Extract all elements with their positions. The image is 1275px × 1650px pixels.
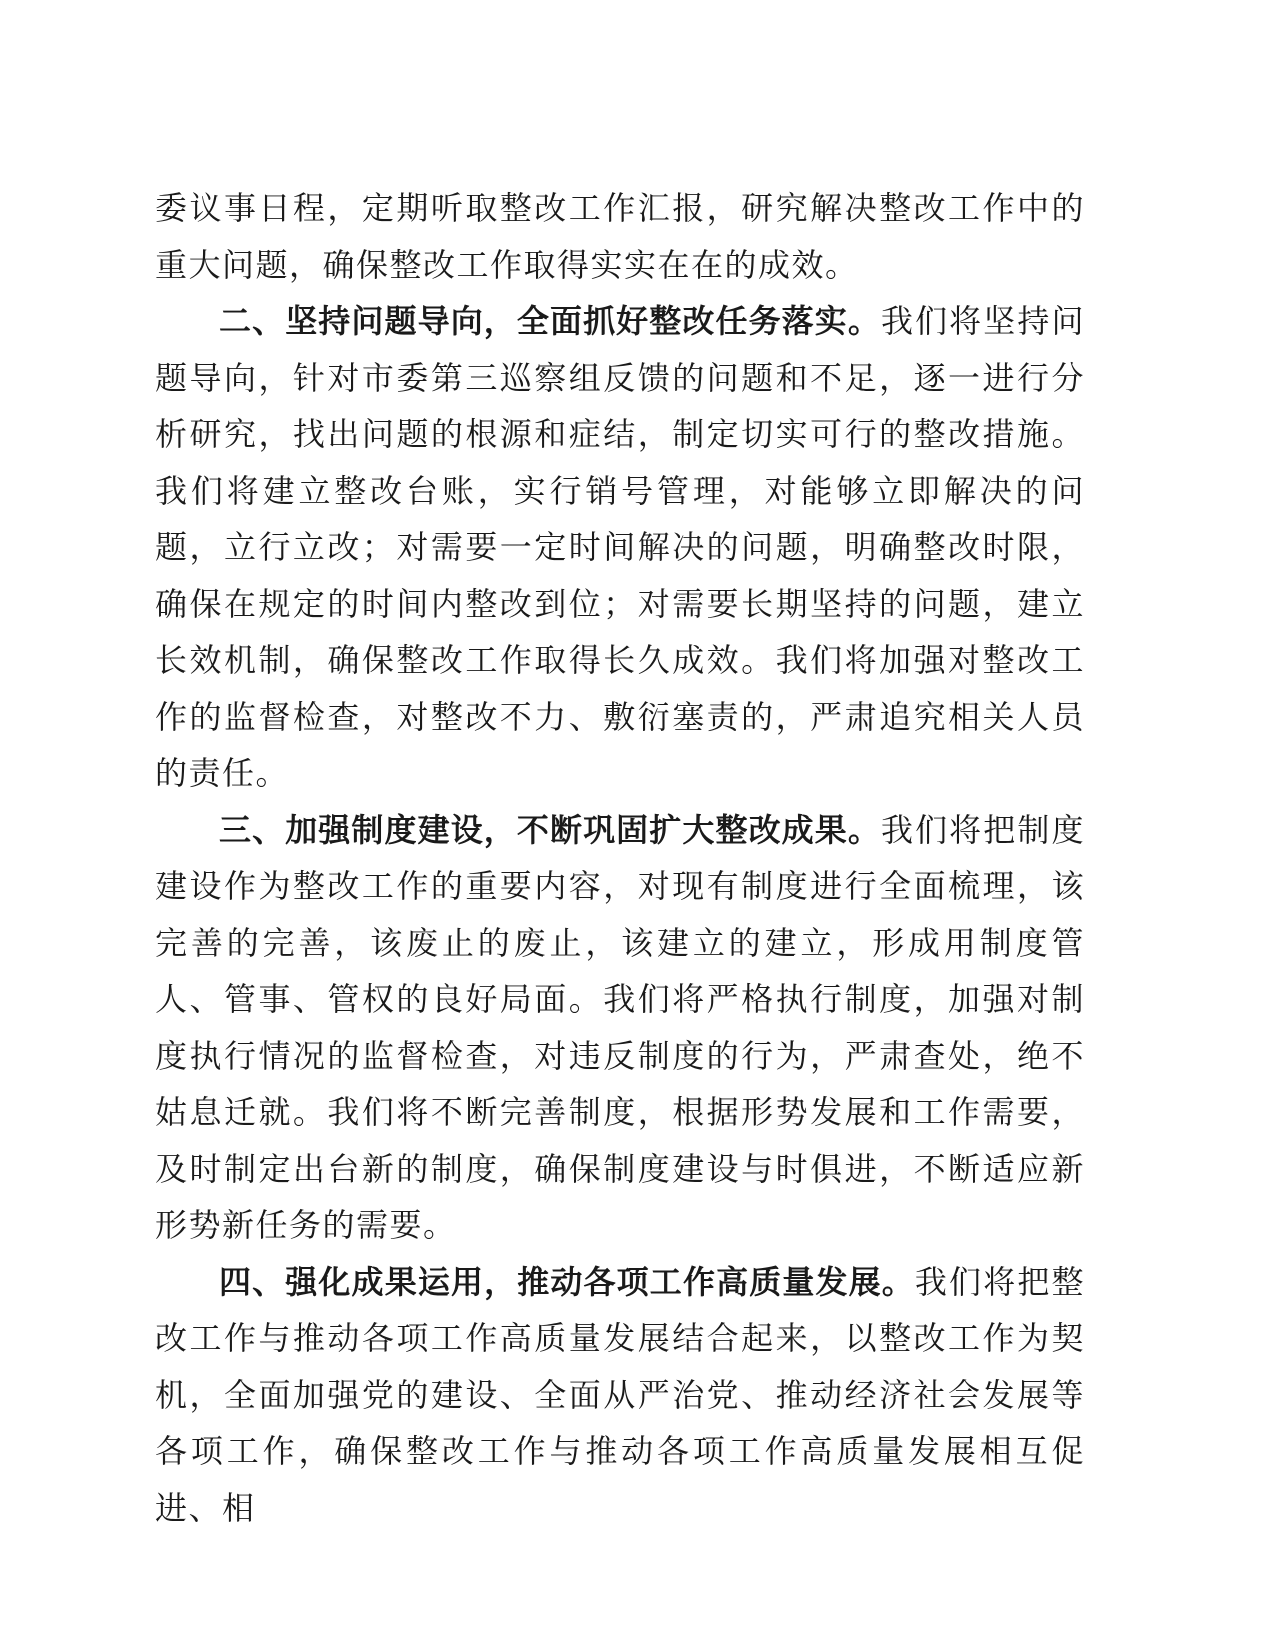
- section-heading: 四、强化成果运用，推动各项工作高质量发展。: [219, 1262, 915, 1301]
- section-heading: 三、加强制度建设，不断巩固扩大整改成果。: [219, 810, 881, 849]
- document-body: [155, 180, 1085, 1536]
- paragraph-section-3: [155, 802, 1085, 1254]
- paragraph-section-2: [155, 293, 1085, 802]
- paragraph-continuation: [155, 180, 1085, 293]
- paragraph-text: 我们将坚持问题导向，针对市委第三巡察组反馈的问题和不足，逐一进行分析研究，找出问题的根源和症结，制定切实可行的整改措施。我们将建立整改台账，实行销号管理，对能够立即解决的问题，立行立改；对需要一定时间解决的问题，明确整改时限，确保在规定的时间内整改到位；对需要长期坚持的问题，建立长效机制，确保整改工作取得长久成效。我们将加强对整改工作的监督检查，对整改不力、敷衍塞责的，严肃追究相关人员的责任。: [155, 302, 1085, 792]
- paragraph-text: 委议事日程，定期听取整改工作汇报，研究解决整改工作中的重大问题，确保整改工作取得实实在在的成效。: [155, 189, 1085, 284]
- section-heading: 二、坚持问题导向，全面抓好整改任务落实。: [219, 302, 881, 340]
- paragraph-section-4: [155, 1254, 1085, 1537]
- paragraph-text: 我们将把制度建设作为整改工作的重要内容，对现有制度进行全面梳理，该完善的完善，该废止的废止，该建立的建立，形成用制度管人、管事、管权的良好局面。我们将严格执行制度，加强对制度执行情况的监督检查，对违反制度的行为，严肃查处，绝不姑息迁就。我们将不断完善制度，根据形势发展和工作需要，及时制定出台新的制度，确保制度建设与时俱进，不断适应新形势新任务的需要。: [155, 810, 1085, 1244]
- paragraph-text: 我们将把整改工作与推动各项工作高质量发展结合起来，以整改工作为契机，全面加强党的建设、全面从严治党、推动经济社会发展等各项工作，确保整改工作与推动各项工作高质量发展相互促进、相: [155, 1262, 1085, 1527]
